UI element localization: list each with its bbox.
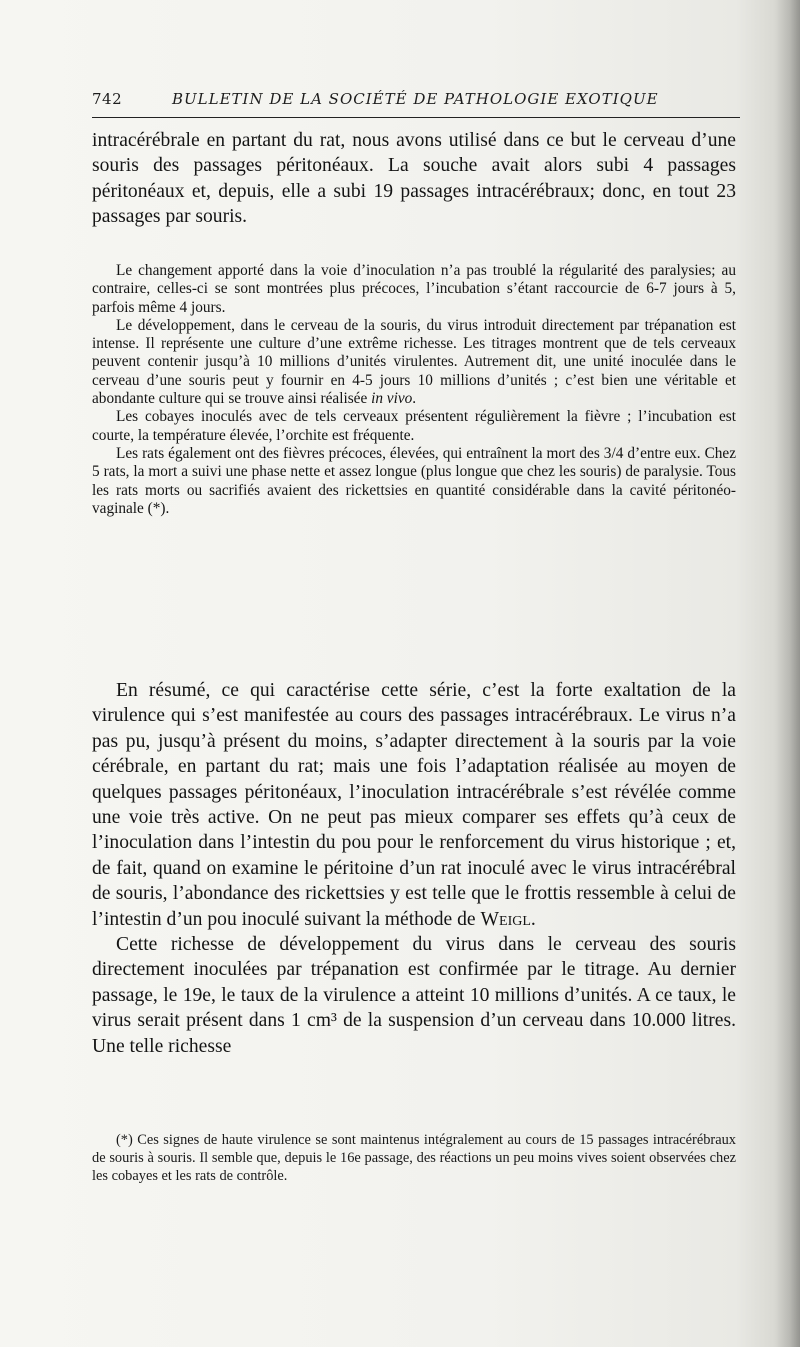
paragraph-brain-development [92,317,736,408]
footnote-text: (*) Ces signes de haute virulence se sont maintenus intégralement au cours de 15 passages intracérébraux de souris à souris. Il semble que, depuis le 16e passage, des réactions un peu moins vives soient observées chez les cobayes et les rats de contrôle. [92,1132,736,1185]
paragraph-guinea-pigs: Les cobayes inoculés avec de tels cerveaux présentent régulièrement la fièvre ; l’incubation est courte, la température élevée, l’orchite est fréquente. [92,408,736,444]
summary-section [92,678,736,1059]
running-header [92,90,740,112]
small-print-section [92,262,736,518]
paragraph-richness: Cette richesse de développement du virus dans le cerveau des souris directement inoculées par trépanation est confirmée par le titrage. Au dernier passage, le 19e, le taux de la virulence a atteint 10 millions d’unités. A ce taux, le virus serait présent dans 1 cm³ de la suspension d’un cerveau dans 10.000 litres. Une telle richesse [92,934,736,1057]
footnote [92,1131,736,1186]
paragraph: intracérébrale en partant du rat, nous avons utilisé dans ce but le cerveau d’une souris des passages péritonéaux. La souche avait alors subi 4 passages péritonéaux et, depuis, elle a subi 19 passages intracérébraux; donc, en tout 23 passages par souris. [92,130,736,228]
header-rule [92,117,740,118]
running-title: BULLETIN DE LA SOCIÉTÉ DE PATHOLOGIE EXOTIQUE [172,90,659,108]
paragraph-inoculation-change: Le changement apporté dans la voie d’inoculation n’a pas troublé la régularité des paralysies; au contraire, celles-ci se sont montrées plus précoces, l’incubation s’étant raccourcie de 6-7 jours à 5, parfois même 4 jours. [92,262,736,316]
paragraph-rats: Les rats également ont des fièvres précoces, élevées, qui entraînent la mort des 3/4 d’entre eux. Chez 5 rats, la mort a suivi une phase nette et assez longue (plus longue que chez les souris) de paralysie. Tous les rats morts ou sacrifiés avaient des rickettsies en quantité considérable dans la cavité péritonéo-vaginale (*). [92,444,736,517]
paragraph-text: . [412,390,417,408]
paragraph-summary [92,678,736,932]
author-name: Weigl [480,908,531,930]
paragraph-text: Le développement, dans le cerveau de la souris, du virus introduit directement par trépanation est intense. Il représente une culture d’une extrême richesse. Les titrages montrent que de tels cerveaux peuvent contenir jusqu’à 10 millions d’unités virulentes. Autrement dit, une unité inoculée dans le cerveau d’une souris peut y fournir en 4-5 jours 10 millions d’unités ; c’est bien une véritable et abondante culture qui se trouve ainsi réalisée [92,316,736,408]
page-number: 742 [92,90,123,108]
opening-paragraph [92,128,736,230]
paragraph-text: . [530,908,536,930]
paragraph-text: En résumé, ce qui caractérise cette série, c’est la forte exaltation de la virulence qui s’est manifestée au cours des passages intracérébraux. Le virus n’a pas pu, jusqu’à présent du moins, s’adapter directement à la souris par la voie cérébrale, en partant du rat; mais une fois l’adaptation réalisée au moyen de quelques passages péritonéaux, l’inoculation intracérébrale s’est révélée comme une voie très active. On ne peut pas mieux comparer ses effets qu’à ceux de l’inoculation dans l’intestin du pou pour le renforcement du virus historique ; et, de fait, quand on examine le péritoine d’un rat inoculé avec le virus intracérébral de souris, l’abondance des rickettsies y est telle que le frottis ressemble à celui de l’intestin d’un pou inoculé suivant la méthode de [92,680,736,930]
italic-phrase: in vivo [371,390,413,408]
page-edge-shadow [774,0,800,1347]
